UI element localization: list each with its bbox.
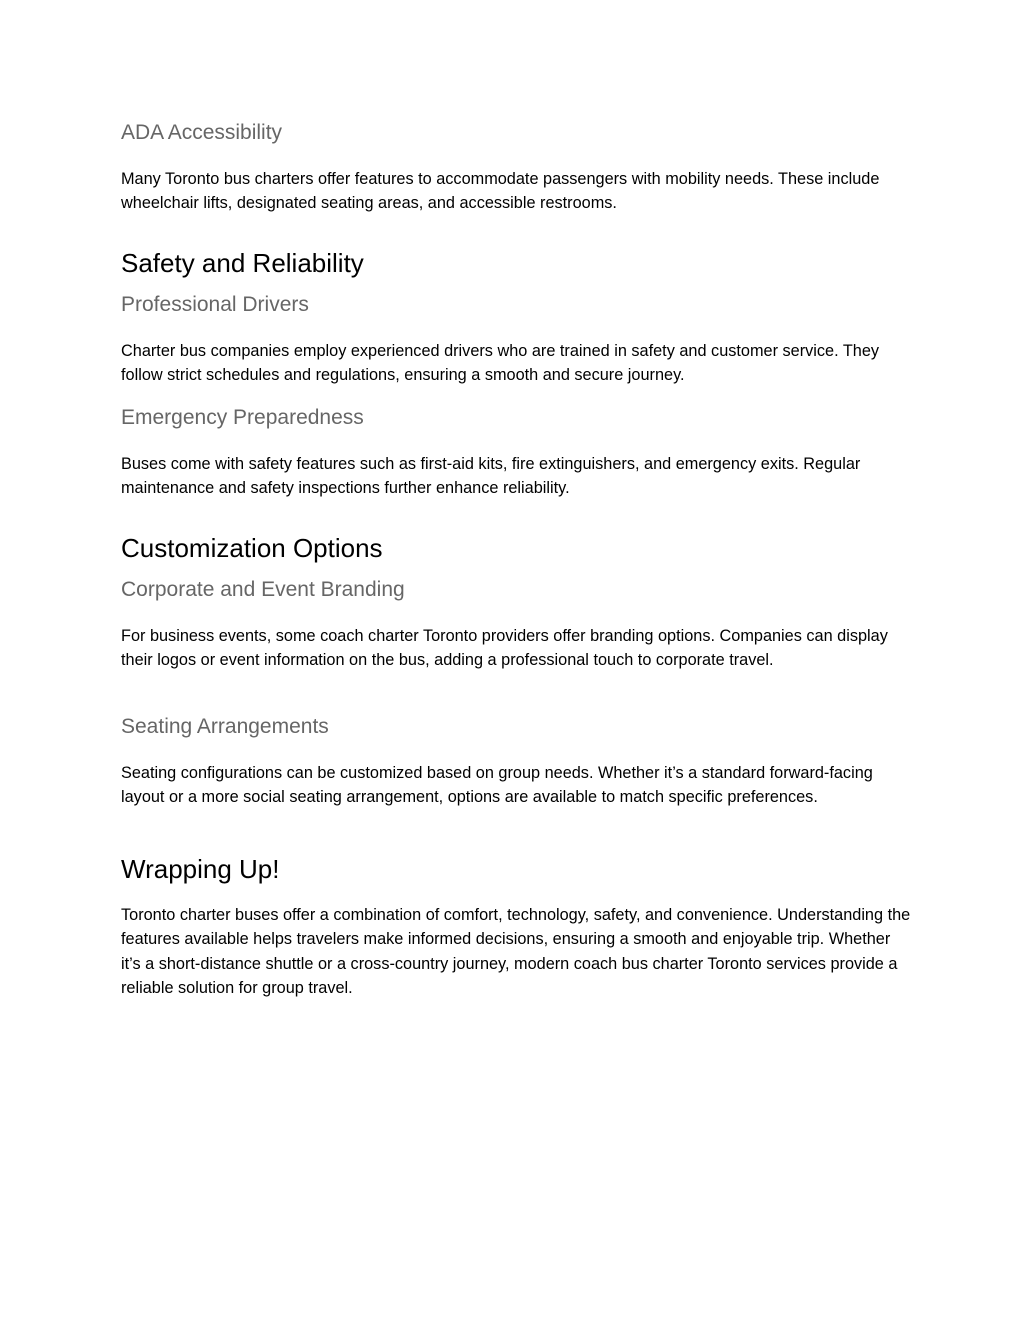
professional-drivers-heading: Professional Drivers bbox=[121, 293, 309, 316]
corporate-branding-heading: Corporate and Event Branding bbox=[121, 578, 405, 601]
seating-arrangements-heading: Seating Arrangements bbox=[121, 715, 329, 738]
seating-arrangements-paragraph: Seating configurations can be customized based on group needs. Whether it’s a standard forward-facing layout or a more social seating arrangement, options are available to match specific preferences. bbox=[121, 764, 873, 807]
professional-drivers-paragraph: Charter bus companies employ experienced drivers who are trained in safety and customer service. They follow strict schedules and regulations, ensuring a smooth and secure journey. bbox=[121, 342, 880, 385]
ada-accessibility-heading: ADA Accessibility bbox=[121, 121, 283, 144]
corporate-branding-paragraph: For business events, some coach charter Toronto providers offer branding options. Companies can display their logos or event information on the bus, adding a professional touch to corporate travel. bbox=[121, 627, 888, 670]
emergency-preparedness-heading: Emergency Preparedness bbox=[121, 406, 364, 429]
safety-reliability-heading: Safety and Reliability bbox=[121, 248, 364, 278]
wrapping-up-heading: Wrapping Up! bbox=[121, 854, 280, 884]
ada-accessibility-paragraph: Many Toronto bus charters offer features to accommodate passengers with mobility needs. These include wheelchair lifts, designated seating areas, and accessible restrooms. bbox=[121, 170, 880, 213]
customization-options-heading: Customization Options bbox=[121, 533, 383, 563]
wrapping-up-paragraph: Toronto charter buses offer a combination of comfort, technology, safety, and convenience. Understanding the features available helps travelers make informed decisions, ensuring a smooth and enjoyable trip. Whether it’s a short-distance shuttle or a cross-country journey, modern coach bus charter Toronto services provide a reliable solution for group travel. bbox=[121, 906, 911, 997]
emergency-preparedness-paragraph: Buses come with safety features such as first-aid kits, fire extinguishers, and emergency exits. Regular maintenance and safety inspections further enhance reliability. bbox=[121, 455, 861, 498]
